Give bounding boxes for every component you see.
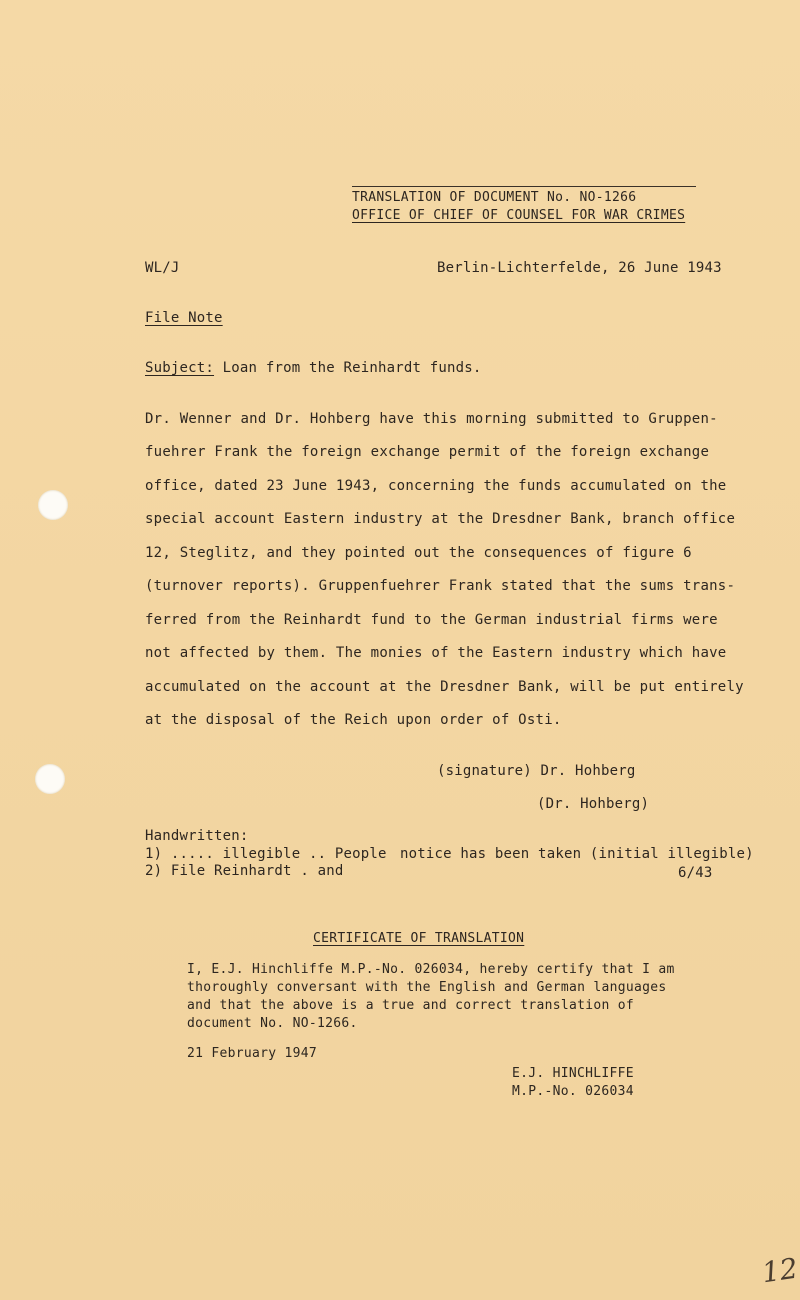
punch-hole xyxy=(38,490,68,520)
header-title: TRANSLATION OF DOCUMENT No. NO-1266 xyxy=(352,190,637,205)
body-line: special account Eastern industry at the Dresdner Bank, branch office xyxy=(145,511,736,527)
header-rule xyxy=(352,186,696,187)
body-line: fuehrer Frank the foreign exchange permit of the foreign exchange xyxy=(145,444,710,460)
signer-number: M.P.-No. 026034 xyxy=(512,1084,634,1099)
signer-name: E.J. HINCHLIFFE xyxy=(512,1066,634,1081)
handwritten-date: 6/43 xyxy=(678,865,713,881)
body-line: not affected by them. The monies of the Eastern industry which have xyxy=(145,645,727,661)
body-line: accumulated on the account at the Dresdner Bank, will be put entirely xyxy=(145,679,744,695)
handwritten-item: 2) File Reinhardt . and xyxy=(145,863,344,879)
body-line: office, dated 23 June 1943, concerning the funds accumulated on the xyxy=(145,478,727,494)
certificate-line: I, E.J. Hinchliffe M.P.-No. 026034, hereby certify that I am xyxy=(187,962,675,977)
body-line: 12, Steglitz, and they pointed out the consequences of figure 6 xyxy=(145,545,692,561)
memo-reference: WL/J xyxy=(145,260,180,276)
certificate-line: thoroughly conversant with the English and German languages xyxy=(187,980,667,995)
memo-place-date: Berlin-Lichterfelde, 26 June 1943 xyxy=(437,260,722,276)
signature-line: (signature) Dr. Hohberg xyxy=(437,763,636,779)
body-line: Dr. Wenner and Dr. Hohberg have this morning submitted to Gruppen- xyxy=(145,411,718,427)
header-office: OFFICE OF CHIEF OF COUNSEL FOR WAR CRIMES xyxy=(352,208,686,223)
body-line: ferred from the Reinhardt fund to the German industrial firms were xyxy=(145,612,718,628)
handwritten-item: 1) ..... illegible .. People xyxy=(145,846,387,862)
handwritten-label: Handwritten: xyxy=(145,828,249,844)
certificate-date: 21 February 1947 xyxy=(187,1046,318,1061)
certificate-line: and that the above is a true and correct translation of xyxy=(187,998,634,1013)
page-number: 12 xyxy=(759,1251,800,1290)
file-note-heading: File Note xyxy=(145,310,223,326)
certificate-line: document No. NO-1266. xyxy=(187,1016,358,1031)
handwritten-note: notice has been taken (initial illegible) xyxy=(400,846,754,862)
subject-label: Subject: xyxy=(145,360,215,376)
certificate-title: CERTIFICATE OF TRANSLATION xyxy=(313,931,525,946)
body-line: (turnover reports). Gruppenfuehrer Frank stated that the sums trans- xyxy=(145,578,736,594)
subject-text: Loan from the Reinhardt funds. xyxy=(222,360,482,376)
body-line: at the disposal of the Reich upon order of Osti. xyxy=(145,712,562,728)
subject-line xyxy=(145,360,482,376)
punch-hole xyxy=(35,764,65,794)
signature-name: (Dr. Hohberg) xyxy=(537,796,650,812)
